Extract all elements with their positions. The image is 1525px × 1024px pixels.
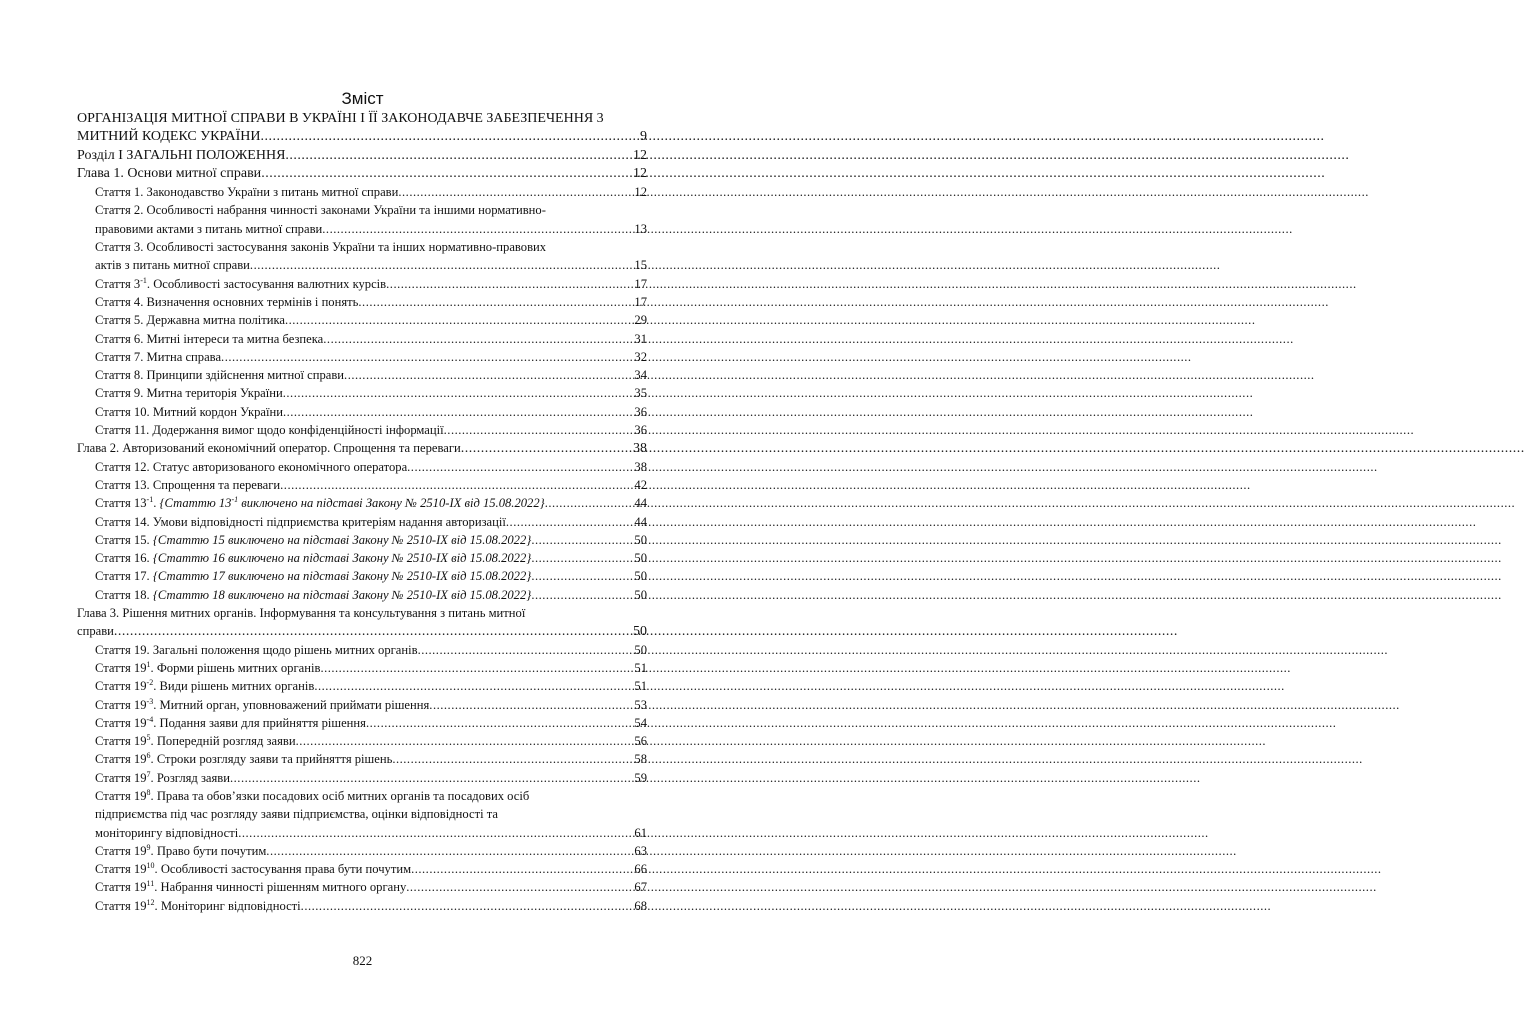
leader-dots (407, 458, 633, 476)
leader-dots (398, 183, 633, 201)
toc-entry-page: 67 (634, 880, 647, 895)
toc-entry-article-8[interactable] (77, 366, 647, 384)
toc-entry-article-6[interactable] (77, 330, 647, 348)
toc-entry-article-7[interactable] (77, 348, 647, 366)
toc-entry-page: 15 (634, 258, 647, 273)
toc-entry-label: МИТНИЙ КОДЕКС УКРАЇНИ (77, 129, 261, 145)
leader-dots (406, 878, 633, 896)
leader-dots (301, 897, 634, 915)
leader-dots (230, 769, 633, 787)
leader-dots (344, 366, 633, 384)
toc-entry-label: Стаття 16. {Статтю 16 виключено на підставі Закону № 2510-IX від 15.08.2022} (95, 551, 532, 566)
toc-entry-section1[interactable] (77, 147, 647, 165)
leader-dots (386, 275, 633, 293)
toc-entry-label: Глава 1. Основи митної справи (77, 165, 262, 181)
toc-entry-article-2[interactable] (77, 220, 647, 238)
toc-entry-label: Стаття 8. Принципи здійснення митної справи (95, 368, 345, 383)
toc-entry-page: 63 (634, 843, 647, 858)
toc-entry-article-19-4[interactable] (77, 714, 647, 732)
leader-dots (545, 494, 634, 512)
toc-entry-part-title[interactable] (77, 128, 647, 146)
leader-dots (531, 586, 633, 604)
toc-entry-page: 38 (633, 441, 647, 457)
toc-entry-article-18[interactable] (77, 586, 647, 604)
toc-entry-article-2-line1: Стаття 2. Особливості набрання чинності законами України та іншими нормативно- (95, 203, 546, 218)
toc-entry-article-19-6[interactable] (77, 750, 647, 768)
toc-entry-chapter3[interactable] (77, 622, 647, 640)
leader-dots (114, 623, 632, 641)
toc-entry-article-13[interactable] (77, 476, 647, 494)
toc-entry-page: 68 (634, 898, 647, 913)
toc-entry-chapter3-line1: Глава 3. Рішення митних органів. Інформування та консультування з питань митної (77, 606, 526, 621)
toc-entry-label: Стаття $19^{-4}$. Подання заяви для прийняття рішення (95, 714, 366, 730)
toc-entry-article-16[interactable] (77, 549, 647, 567)
leader-dots (531, 549, 633, 567)
toc-entry-article-17[interactable] (77, 567, 647, 585)
toc-entry-label: Стаття $19^{11}$. Набрання чинності рішенням митного органу (95, 879, 407, 895)
toc-entry-page: 53 (634, 697, 647, 712)
leader-dots (283, 384, 634, 402)
toc-entry-page: 17 (634, 294, 647, 309)
toc-entry-page: 50 (634, 532, 647, 547)
toc-entry-article-19-12[interactable] (77, 897, 647, 915)
toc-entry-page: 56 (634, 734, 647, 749)
toc-entry-label: Стаття $19^6$. Строки розгляду заяви та прийняття рішень (95, 751, 393, 767)
toc-entry-label: Стаття $19^{-2}$. Види рішень митних органів (95, 678, 315, 694)
toc-entry-page: 50 (634, 569, 647, 584)
toc-entry-page: 29 (634, 313, 647, 328)
toc-entry-page: 17 (634, 276, 647, 291)
toc-entry-label: Стаття 17. {Статтю 17 виключено на підставі Закону № 2510-IX від 15.08.2022} (95, 569, 532, 584)
toc-entry-article-3[interactable] (77, 256, 647, 274)
toc-entry-page: 31 (634, 331, 647, 346)
toc-entry-page: 61 (634, 825, 647, 840)
leader-dots (429, 696, 633, 714)
toc-entry-page: 13 (634, 221, 647, 236)
leader-dots (411, 860, 633, 878)
toc-entry-label: Стаття $3^{-1}$. Особливості застосування валютних курсів (95, 275, 387, 291)
leader-dots (531, 531, 633, 549)
toc-entry-article-19-2[interactable] (77, 677, 647, 695)
leader-dots (366, 714, 633, 732)
page-number: 822 (352, 953, 373, 968)
toc-entry-article-19-8-line1: Стаття $19^8$. Права та обов’язки посадових осіб митних органів та посадових осіб (95, 787, 530, 803)
toc-entry-label: актів з питань митної справи (95, 258, 250, 273)
toc-entry-article-13-1[interactable] (77, 494, 647, 512)
toc-entry-page: 9 (640, 129, 647, 145)
leader-dots (283, 403, 633, 421)
toc-entry-chapter2[interactable] (77, 439, 647, 457)
leader-dots (531, 567, 633, 585)
toc-entry-label: Стаття 12. Статус авторизованого економічного оператора (95, 459, 408, 474)
toc-entry-label: Стаття 9. Митна територія України (95, 386, 283, 401)
toc-entry-page: 32 (634, 349, 647, 364)
toc-entry-page: 50 (634, 587, 647, 602)
toc-entry-article-19-5[interactable] (77, 732, 647, 750)
toc-entry-page: 34 (634, 368, 647, 383)
toc-entry-article-19-7[interactable] (77, 769, 647, 787)
leader-dots (444, 421, 634, 439)
toc-entry-label: Стаття 11. Додержання вимог щодо конфіденційності інформації (95, 423, 444, 438)
table-of-contents (77, 110, 647, 915)
toc-entry-page: 35 (634, 386, 647, 401)
toc-entry-page: 59 (634, 770, 647, 785)
toc-entry-label: Стаття 1. Законодавство України з питань митної справи (95, 185, 399, 200)
toc-entry-article-19-1[interactable] (77, 659, 647, 677)
page-title: Зміст (341, 89, 384, 108)
toc-entry-page: 50 (634, 642, 647, 657)
toc-entry-article-5[interactable] (77, 311, 647, 329)
toc-entry-label: Стаття $19^{10}$. Особливості застосування права бути почутим (95, 860, 412, 877)
toc-entry-article-19-9[interactable] (77, 842, 647, 860)
toc-entry-article-9[interactable] (77, 384, 647, 402)
toc-entry-article-19-3[interactable] (77, 696, 647, 714)
toc-part-title-line1: ОРГАНІЗАЦІЯ МИТНОЇ СПРАВИ В УКРАЇНІ І ЇЇ ЗАКОНОДАВЧЕ ЗАБЕЗПЕЧЕННЯ 3 (77, 111, 604, 126)
leader-dots (314, 677, 633, 695)
toc-entry-label: Стаття 14. Умови відповідності підприємства критеріям надання авторизації (95, 514, 506, 529)
leader-dots (358, 293, 633, 311)
toc-entry-article-19-8[interactable] (77, 824, 647, 842)
leader-dots (261, 128, 639, 146)
leader-dots (250, 256, 633, 274)
toc-entry-page: 42 (634, 477, 647, 492)
toc-entry-page: 50 (634, 551, 647, 566)
leader-dots (323, 330, 633, 348)
toc-entry-page: 38 (634, 459, 647, 474)
toc-entry-article-1[interactable] (77, 183, 647, 201)
leader-dots (261, 165, 632, 183)
toc-entry-page: 66 (634, 862, 647, 877)
toc-entry-label: Стаття $19^{12}$. Моніторинг відповідності (95, 897, 301, 913)
toc-entry-label: Стаття $19^7$. Розгляд заяви (95, 769, 230, 785)
leader-dots (322, 220, 633, 238)
leader-dots (238, 824, 633, 842)
toc-entry-chapter1[interactable] (77, 165, 647, 183)
toc-entry-article-19-10[interactable] (77, 860, 647, 878)
leader-dots (418, 641, 634, 659)
leader-dots (392, 750, 633, 768)
toc-entry-page: 44 (634, 496, 647, 511)
toc-entry-article-4[interactable] (77, 293, 647, 311)
toc-entry-article-12[interactable] (77, 458, 647, 476)
toc-entry-article-14[interactable] (77, 513, 647, 531)
toc-entry-label: справи (77, 624, 114, 639)
toc-entry-label: Стаття 19. Загальні положення щодо рішень митних органів (95, 642, 418, 657)
toc-entry-label: Глава 2. Авторизований економічний оператор. Спрощення та переваги (77, 441, 461, 456)
toc-entry-label: Стаття $19^5$. Попередній розгляд заяви (95, 732, 296, 749)
toc-entry-label: Стаття 13. Спрощення та переваги (95, 477, 281, 492)
toc-entry-article-10[interactable] (77, 403, 647, 421)
toc-entry-page: 44 (634, 514, 647, 529)
toc-entry-page: 12 (633, 165, 647, 181)
toc-entry-article-3-line1: Стаття 3. Особливості застосування законів України та інших нормативно-правових (95, 240, 547, 255)
toc-entry-page: 36 (634, 404, 647, 419)
toc-entry-label: Стаття 5. Державна митна політика (95, 313, 285, 328)
toc-entry-label: Стаття $19^{-3}$. Митний орган, уповноважений приймати рішення (95, 696, 430, 712)
toc-entry-label: Стаття 10. Митний кордон України (95, 404, 283, 419)
leader-dots (221, 348, 633, 366)
toc-entry-label: Стаття $13^{-1}$. {Статтю $13^{-1}$ виключено на підставі Закону № 2510-IX від 15.08.2022} (95, 495, 545, 511)
toc-entry-label: Стаття $19^9$. Право бути почутим (95, 842, 267, 858)
toc-entry-page: 58 (634, 752, 647, 767)
leader-dots (285, 311, 633, 329)
leader-dots (280, 476, 633, 494)
toc-entry-article-19-11[interactable] (77, 878, 647, 896)
toc-entry-article-19[interactable] (77, 641, 647, 659)
toc-entry-page: 36 (634, 423, 647, 438)
leader-dots (266, 842, 633, 860)
toc-entry-label: правовими актами з питань митної справи (95, 221, 323, 236)
toc-entry-label: Стаття 15. {Статтю 15 виключено на підставі Закону № 2510-IX від 15.08.2022} (95, 532, 532, 547)
toc-entry-label: Стаття 6. Митні інтереси та митна безпека (95, 331, 324, 346)
toc-entry-label: Стаття $19^1$. Форми рішень митних органів (95, 659, 321, 675)
toc-entry-page: 12 (633, 147, 647, 163)
leader-dots (506, 513, 634, 531)
toc-entry-article-11[interactable] (77, 421, 647, 439)
leader-dots (296, 732, 634, 750)
toc-entry-article-15[interactable] (77, 531, 647, 549)
toc-entry-label: Стаття 18. {Статтю 18 виключено на підставі Закону № 2510-IX від 15.08.2022} (95, 587, 532, 602)
leader-dots (320, 659, 633, 677)
leader-dots (461, 440, 632, 458)
toc-entry-page: 51 (634, 679, 647, 694)
toc-entry-label: Стаття 4. Визначення основних термінів і понять (95, 294, 359, 309)
toc-entry-page: 12 (634, 185, 647, 200)
toc-entry-label: Стаття 7. Митна справа (95, 349, 222, 364)
toc-entry-label: моніторингу відповідності (95, 825, 239, 840)
toc-entry-page: 51 (634, 660, 647, 675)
toc-entry-page: 54 (634, 715, 647, 730)
toc-entry-page: 50 (633, 624, 647, 640)
leader-dots (285, 147, 632, 165)
toc-entry-article-19-8-line2: підприємства під час розгляду заяви підприємства, оцінки відповідності та (95, 807, 498, 822)
toc-entry-label: Розділ I ЗАГАЛЬНІ ПОЛОЖЕННЯ (77, 147, 286, 163)
toc-entry-article-3-1[interactable] (77, 275, 647, 293)
